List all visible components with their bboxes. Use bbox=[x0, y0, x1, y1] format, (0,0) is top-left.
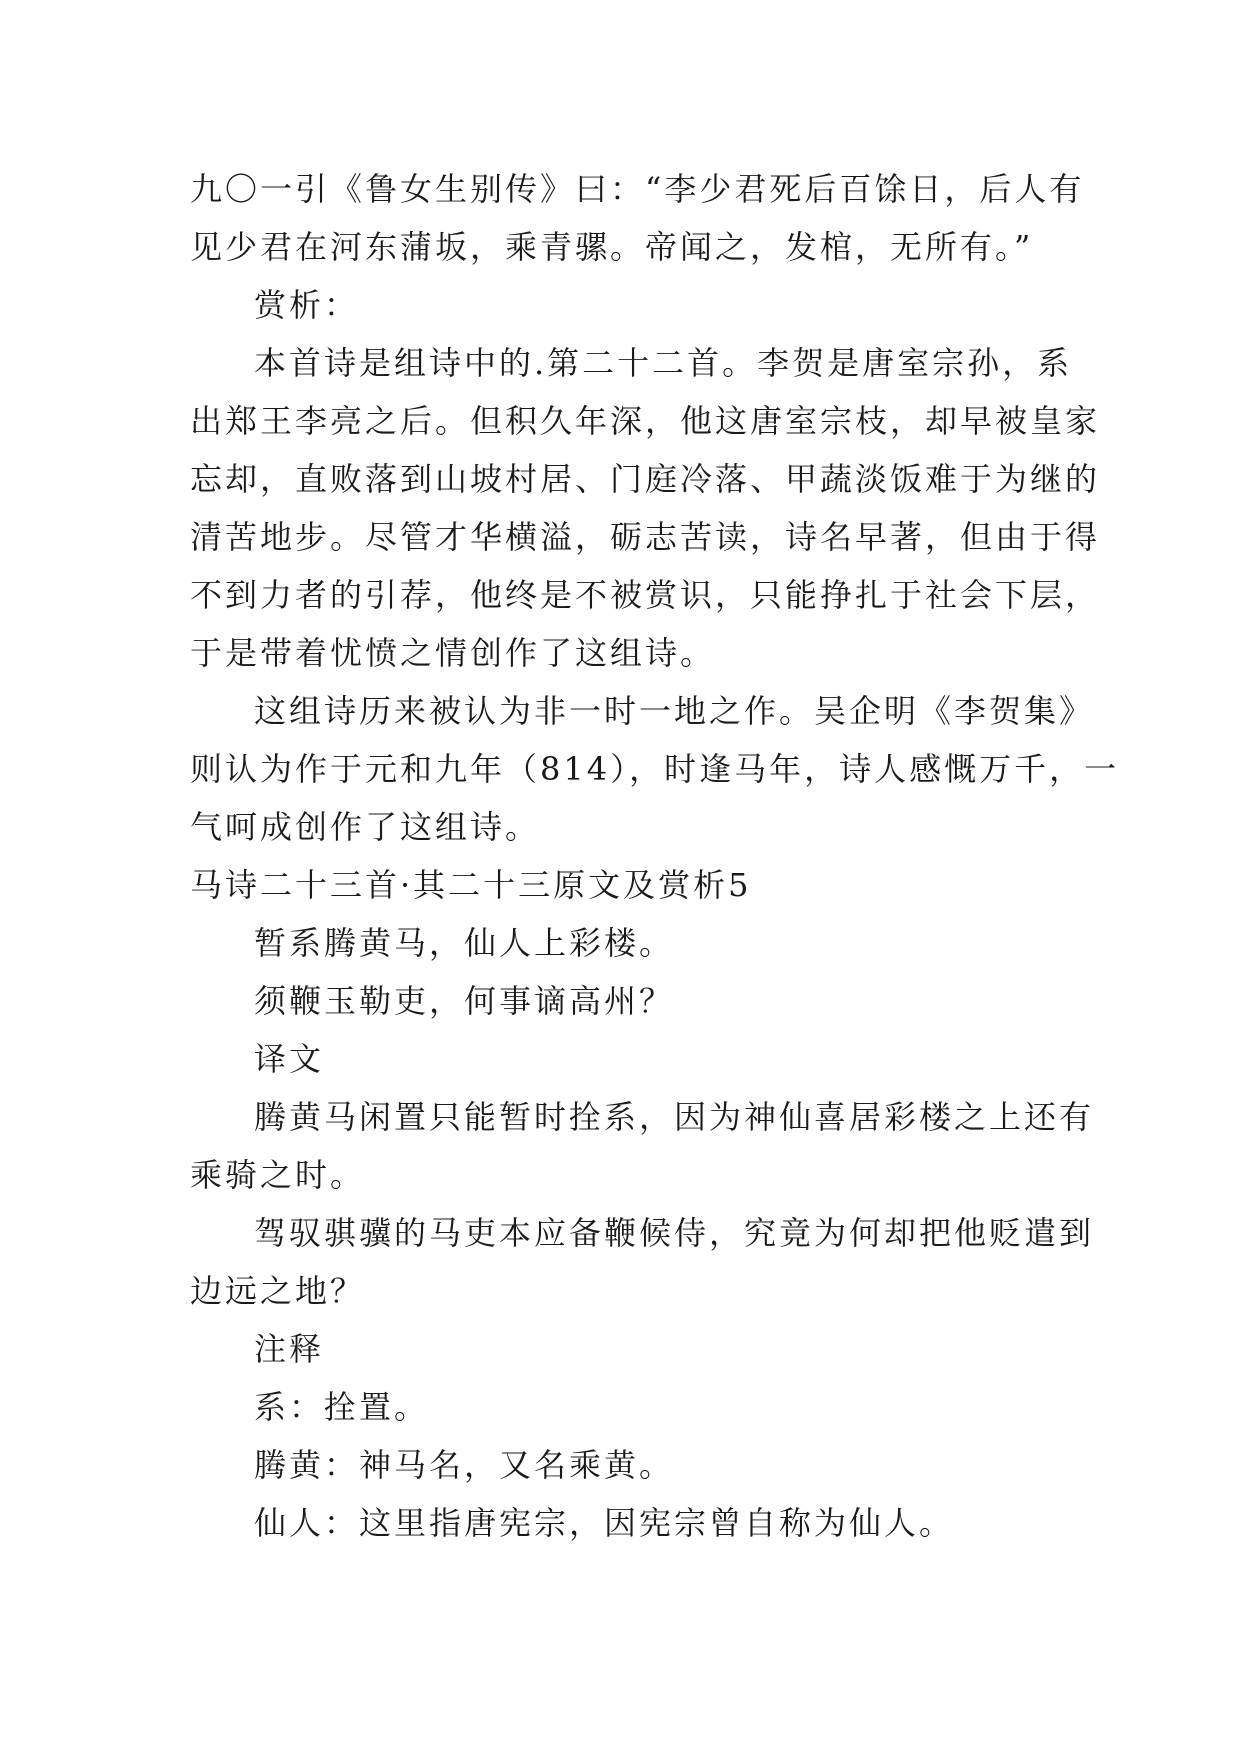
text-line-4: 本首诗是组诗中的.第二十二首。李贺是唐室宗孙，系 bbox=[254, 344, 1073, 382]
text-line-9: 于是带着忧愤之情创作了这组诗。 bbox=[190, 634, 716, 672]
poem-line-1: 暂系腾黄马，仙人上彩楼。 bbox=[254, 924, 675, 962]
text-line-18: 乘骑之时。 bbox=[190, 1156, 366, 1194]
section-title: 马诗二十三首·其二十三原文及赏析5 bbox=[190, 866, 752, 904]
note-line-2: 腾黄：神马名，又名乘黄。 bbox=[254, 1446, 675, 1484]
text-line-2: 见少君在河东蒲坂，乘青骡。帝闻之，发棺，无所有。” bbox=[190, 228, 1034, 266]
text-line-8: 不到力者的引荐，他终是不被赏识，只能挣扎于社会下层， bbox=[190, 576, 1101, 614]
section-heading-appreciation: 赏析： bbox=[254, 286, 360, 324]
text-line-12: 气呵成创作了这组诗。 bbox=[190, 808, 541, 846]
text-line-5: 出郑王李亮之后。但积久年深，他这唐室宗枝，却早被皇家 bbox=[190, 402, 1101, 440]
text-line-1: 九〇一引《鲁女生别传》曰：“李少君死后百馀日，后人有 bbox=[190, 170, 1085, 208]
section-heading-notes: 注释 bbox=[254, 1330, 325, 1368]
text-line-20: 边远之地？ bbox=[190, 1272, 366, 1310]
text-line-10: 这组诗历来被认为非一时一地之作。吴企明《李贺集》 bbox=[254, 692, 1095, 730]
text-line-11: 则认为作于元和九年（814），时逢马年，诗人感慨万千，一 bbox=[190, 750, 1120, 788]
note-line-1: 系：拴置。 bbox=[254, 1388, 430, 1426]
section-heading-translation: 译文 bbox=[254, 1040, 325, 1078]
note-line-3: 仙人：这里指唐宪宗，因宪宗曾自称为仙人。 bbox=[254, 1504, 955, 1542]
text-line-6: 忘却，直败落到山坡村居、门庭冷落、甲蔬淡饭难于为继的 bbox=[190, 460, 1101, 498]
text-line-17: 腾黄马闲置只能暂时拴系，因为神仙喜居彩楼之上还有 bbox=[254, 1098, 1095, 1136]
text-line-19: 驾驭骐骥的马吏本应备鞭候侍，究竟为何却把他贬遣到 bbox=[254, 1214, 1095, 1252]
poem-line-2: 须鞭玉勒吏，何事谪高州？ bbox=[254, 982, 675, 1020]
text-line-7: 清苦地步。尽管才华横溢，砺志苦读，诗名早著，但由于得 bbox=[190, 518, 1101, 556]
